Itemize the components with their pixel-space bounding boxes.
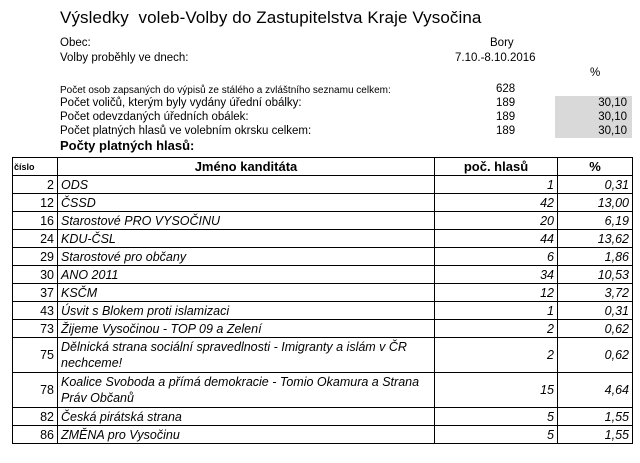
cell-votes: 6 <box>435 248 558 266</box>
header-votes: poč. hlasů <box>435 158 558 176</box>
cell-pct: 1,55 <box>558 408 633 426</box>
cell-name: Koalice Svoboda a přímá demokracie - Tomio Okamura a Strana Práv Občanů <box>58 373 435 408</box>
table-row <box>13 176 633 194</box>
cell-pct: 0,31 <box>558 302 633 320</box>
cell-num: 43 <box>13 302 58 320</box>
table-row <box>13 194 633 212</box>
cell-pct: 3,72 <box>558 284 633 302</box>
cell-name: Žijeme Vysočinou - TOP 09 a Zelení <box>58 320 435 338</box>
table-row <box>13 302 633 320</box>
cell-votes: 2 <box>435 338 558 373</box>
page-title: Výsledky voleb-Volby do Zastupitelstva Kraje Vysočina <box>60 8 482 27</box>
cell-num: 78 <box>13 373 58 408</box>
cell-votes: 2 <box>435 320 558 338</box>
stat-envelopes-returned-label: Počet odevzdaných úředních obálek: <box>60 111 249 123</box>
table-row <box>13 408 633 426</box>
cell-num: 2 <box>13 176 58 194</box>
cell-name: Dělnická strana sociální spravedlnosti - Imigranty a islám v ČR nechceme! <box>58 338 435 373</box>
stat-envelopes-issued-pct: 30,10 <box>555 96 632 110</box>
cell-pct: 0,62 <box>558 338 633 373</box>
cell-pct: 0,62 <box>558 320 633 338</box>
cell-votes: 20 <box>435 212 558 230</box>
cell-name: Starostové pro občany <box>58 248 435 266</box>
table-row <box>13 230 633 248</box>
cell-votes: 44 <box>435 230 558 248</box>
header-name: Jméno kanditáta <box>58 158 435 176</box>
cell-pct: 0,31 <box>558 176 633 194</box>
header-cislo: číslo <box>13 158 58 176</box>
stat-registered-label: Počet osob zapsaných do výpisů ze stálého a zvláštního seznamu celkem: <box>60 85 391 96</box>
cell-name: KSČM <box>58 284 435 302</box>
pct-column-header: % <box>590 67 601 79</box>
cell-pct: 13,62 <box>558 230 633 248</box>
cell-votes: 1 <box>435 176 558 194</box>
dates-value: 7.10.-8.10.2016 <box>455 52 536 64</box>
cell-pct: 13,00 <box>558 194 633 212</box>
cell-votes: 12 <box>435 284 558 302</box>
stat-valid-votes-pct: 30,10 <box>555 124 632 138</box>
cell-num: 24 <box>13 230 58 248</box>
cell-num: 75 <box>13 338 58 373</box>
cell-votes: 1 <box>435 302 558 320</box>
table-row <box>13 320 633 338</box>
obec-label: Obec: <box>60 37 91 49</box>
table-row <box>13 212 633 230</box>
cell-votes: 5 <box>435 426 558 444</box>
cell-votes: 5 <box>435 408 558 426</box>
table-header-row <box>13 158 633 176</box>
table-row <box>13 284 633 302</box>
cell-pct: 4,64 <box>558 373 633 408</box>
cell-name: ODS <box>58 176 435 194</box>
cell-pct: 6,19 <box>558 212 633 230</box>
cell-name: ZMĚNA pro Vysočinu <box>58 426 435 444</box>
stat-valid-votes-value: 189 <box>496 125 516 137</box>
cell-num: 73 <box>13 320 58 338</box>
stat-registered-value: 628 <box>496 83 516 95</box>
table-row <box>13 426 633 444</box>
header-pct: % <box>558 158 633 176</box>
table-row <box>13 373 633 408</box>
cell-num: 16 <box>13 212 58 230</box>
cell-num: 29 <box>13 248 58 266</box>
table-row <box>13 266 633 284</box>
stat-envelopes-issued-value: 189 <box>496 97 516 109</box>
stat-envelopes-returned-value: 189 <box>496 111 516 123</box>
cell-name: ČSSD <box>58 194 435 212</box>
stat-envelopes-issued-label: Počet voličů, kterým byly vydány úřední obálky: <box>60 97 302 109</box>
table-row <box>13 338 633 373</box>
cell-pct: 1,55 <box>558 426 633 444</box>
table-row <box>13 248 633 266</box>
cell-votes: 15 <box>435 373 558 408</box>
cell-votes: 34 <box>435 266 558 284</box>
cell-num: 82 <box>13 408 58 426</box>
stat-envelopes-returned-pct: 30,10 <box>555 110 632 124</box>
cell-name: KDU-ČSL <box>58 230 435 248</box>
cell-name: Starostové PRO VYSOČINU <box>58 212 435 230</box>
stat-valid-votes-label: Počet platných hlasů ve volebním okrsku celkem: <box>60 125 312 137</box>
cell-name: Úsvit s Blokem proti islamizaci <box>58 302 435 320</box>
cell-name: Česká pirátská strana <box>58 408 435 426</box>
cell-num: 86 <box>13 426 58 444</box>
section-subtitle: Počty platných hlasů: <box>60 138 195 153</box>
cell-pct: 10,53 <box>558 266 633 284</box>
cell-votes: 42 <box>435 194 558 212</box>
cell-num: 12 <box>13 194 58 212</box>
cell-pct: 1,86 <box>558 248 633 266</box>
results-table <box>12 157 633 444</box>
cell-num: 37 <box>13 284 58 302</box>
dates-label: Volby proběhly ve dnech: <box>60 52 189 64</box>
cell-name: ANO 2011 <box>58 266 435 284</box>
cell-num: 30 <box>13 266 58 284</box>
obec-value: Bory <box>490 37 514 49</box>
